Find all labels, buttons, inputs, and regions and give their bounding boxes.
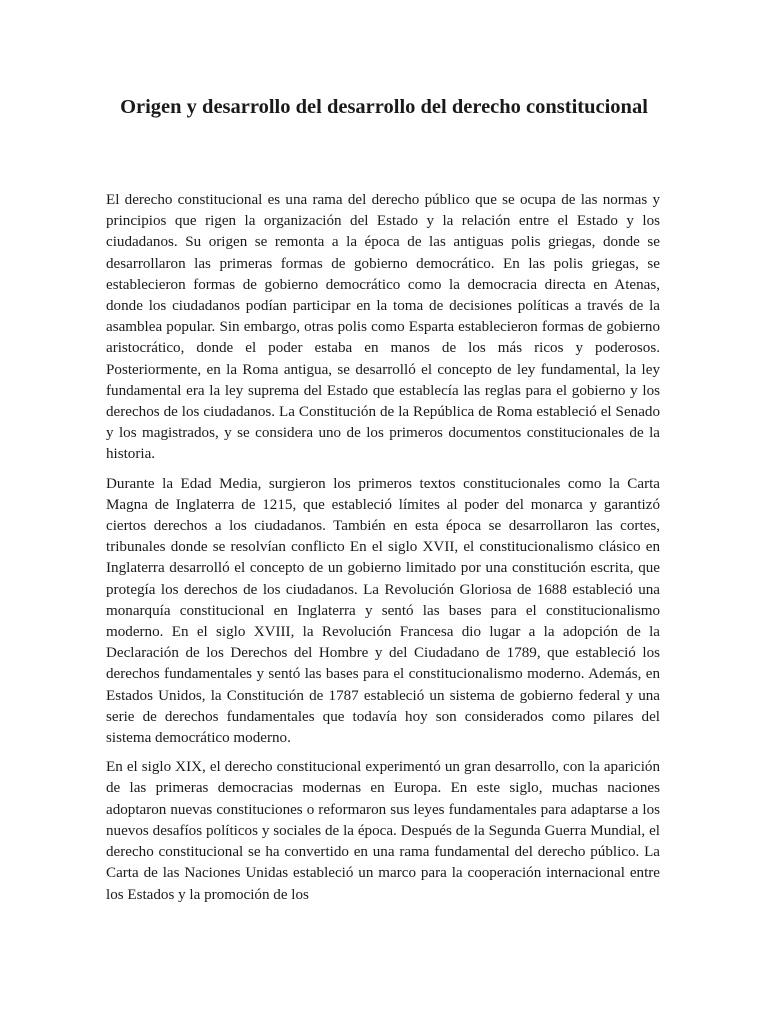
paragraph-1: El derecho constitucional es una rama del derecho público que se ocupa de las normas y principios que rigen la organización del Estado y la relación entre el Estado y los ciudadanos. Su origen se remonta a la época de las antiguas polis griegas, donde se desarrollaron las primeras formas de gobierno democrático. En las polis griegas, se establecieron formas de gobierno democrático como la democracia directa en Atenas, donde los ciudadanos podían participar en la toma de decisiones políticas a través de la asamblea popular. Sin embargo, otras polis como Esparta establecieron formas de gobierno aristocrático, donde el poder estaba en manos de los más ricos y poderosos. Posteriormente, en la Roma antigua, se desarrolló el concepto de ley fundamental, la ley fundamental era la ley suprema del Estado que establecía las reglas para el gobierno y los derechos de los ciudadanos. La Constitución de la República de Roma estableció el Senado y los magistrados, y se considera uno de los primeros documentos constitucionales de la historia.: [106, 192, 660, 463]
paragraph-2: Durante la Edad Media, surgieron los primeros textos constitucionales como la Carta Magna de Inglaterra de 1215, que estableció límites al poder del monarca y garantizó ciertos derechos a los ciudadanos. También en esta época se desarrollaron las cortes, tribunales donde se resolvían conflicto En el siglo XVII, el constitucionalismo clásico en Inglaterra desarrolló el concepto de un gobierno limitado por una constitución escrita, que protegía los derechos de los ciudadanos. La Revolución Gloriosa de 1688 estableció una monarquía constitucional en Inglaterra y sentó las bases para el constitucionalismo moderno. En el siglo XVIII, la Revolución Francesa dio lugar a la adopción de la Declaración de los Derechos del Hombre y del Ciudadano de 1789, que estableció los derechos fundamentales y sentó las bases para el constitucionalismo moderno. Además, en Estados Unidos, la Constitución de 1787 estableció un sistema de gobierno federal y una serie de derechos fundamentales que todavía hoy son considerados como pilares del sistema democrático moderno.: [106, 475, 660, 747]
document-body: [106, 190, 660, 914]
document-title: Origen y desarrollo del desarrollo del derecho constitucional: [120, 96, 648, 118]
paragraph-3: En el siglo XIX, el derecho constitucional experimentó un gran desarrollo, con la aparición de las primeras democracias modernas en Europa. En este siglo, muchas naciones adoptaron nuevas constituciones o reformaron sus leyes fundamentales para adaptarse a los nuevos desafíos políticos y sociales de la época. Después de la Segunda Guerra Mundial, el derecho constitucional se ha convertido en una rama fundamental del derecho público. La Carta de las Naciones Unidas estableció un marco para la cooperación internacional entre los Estados y la promoción de los: [106, 759, 660, 903]
